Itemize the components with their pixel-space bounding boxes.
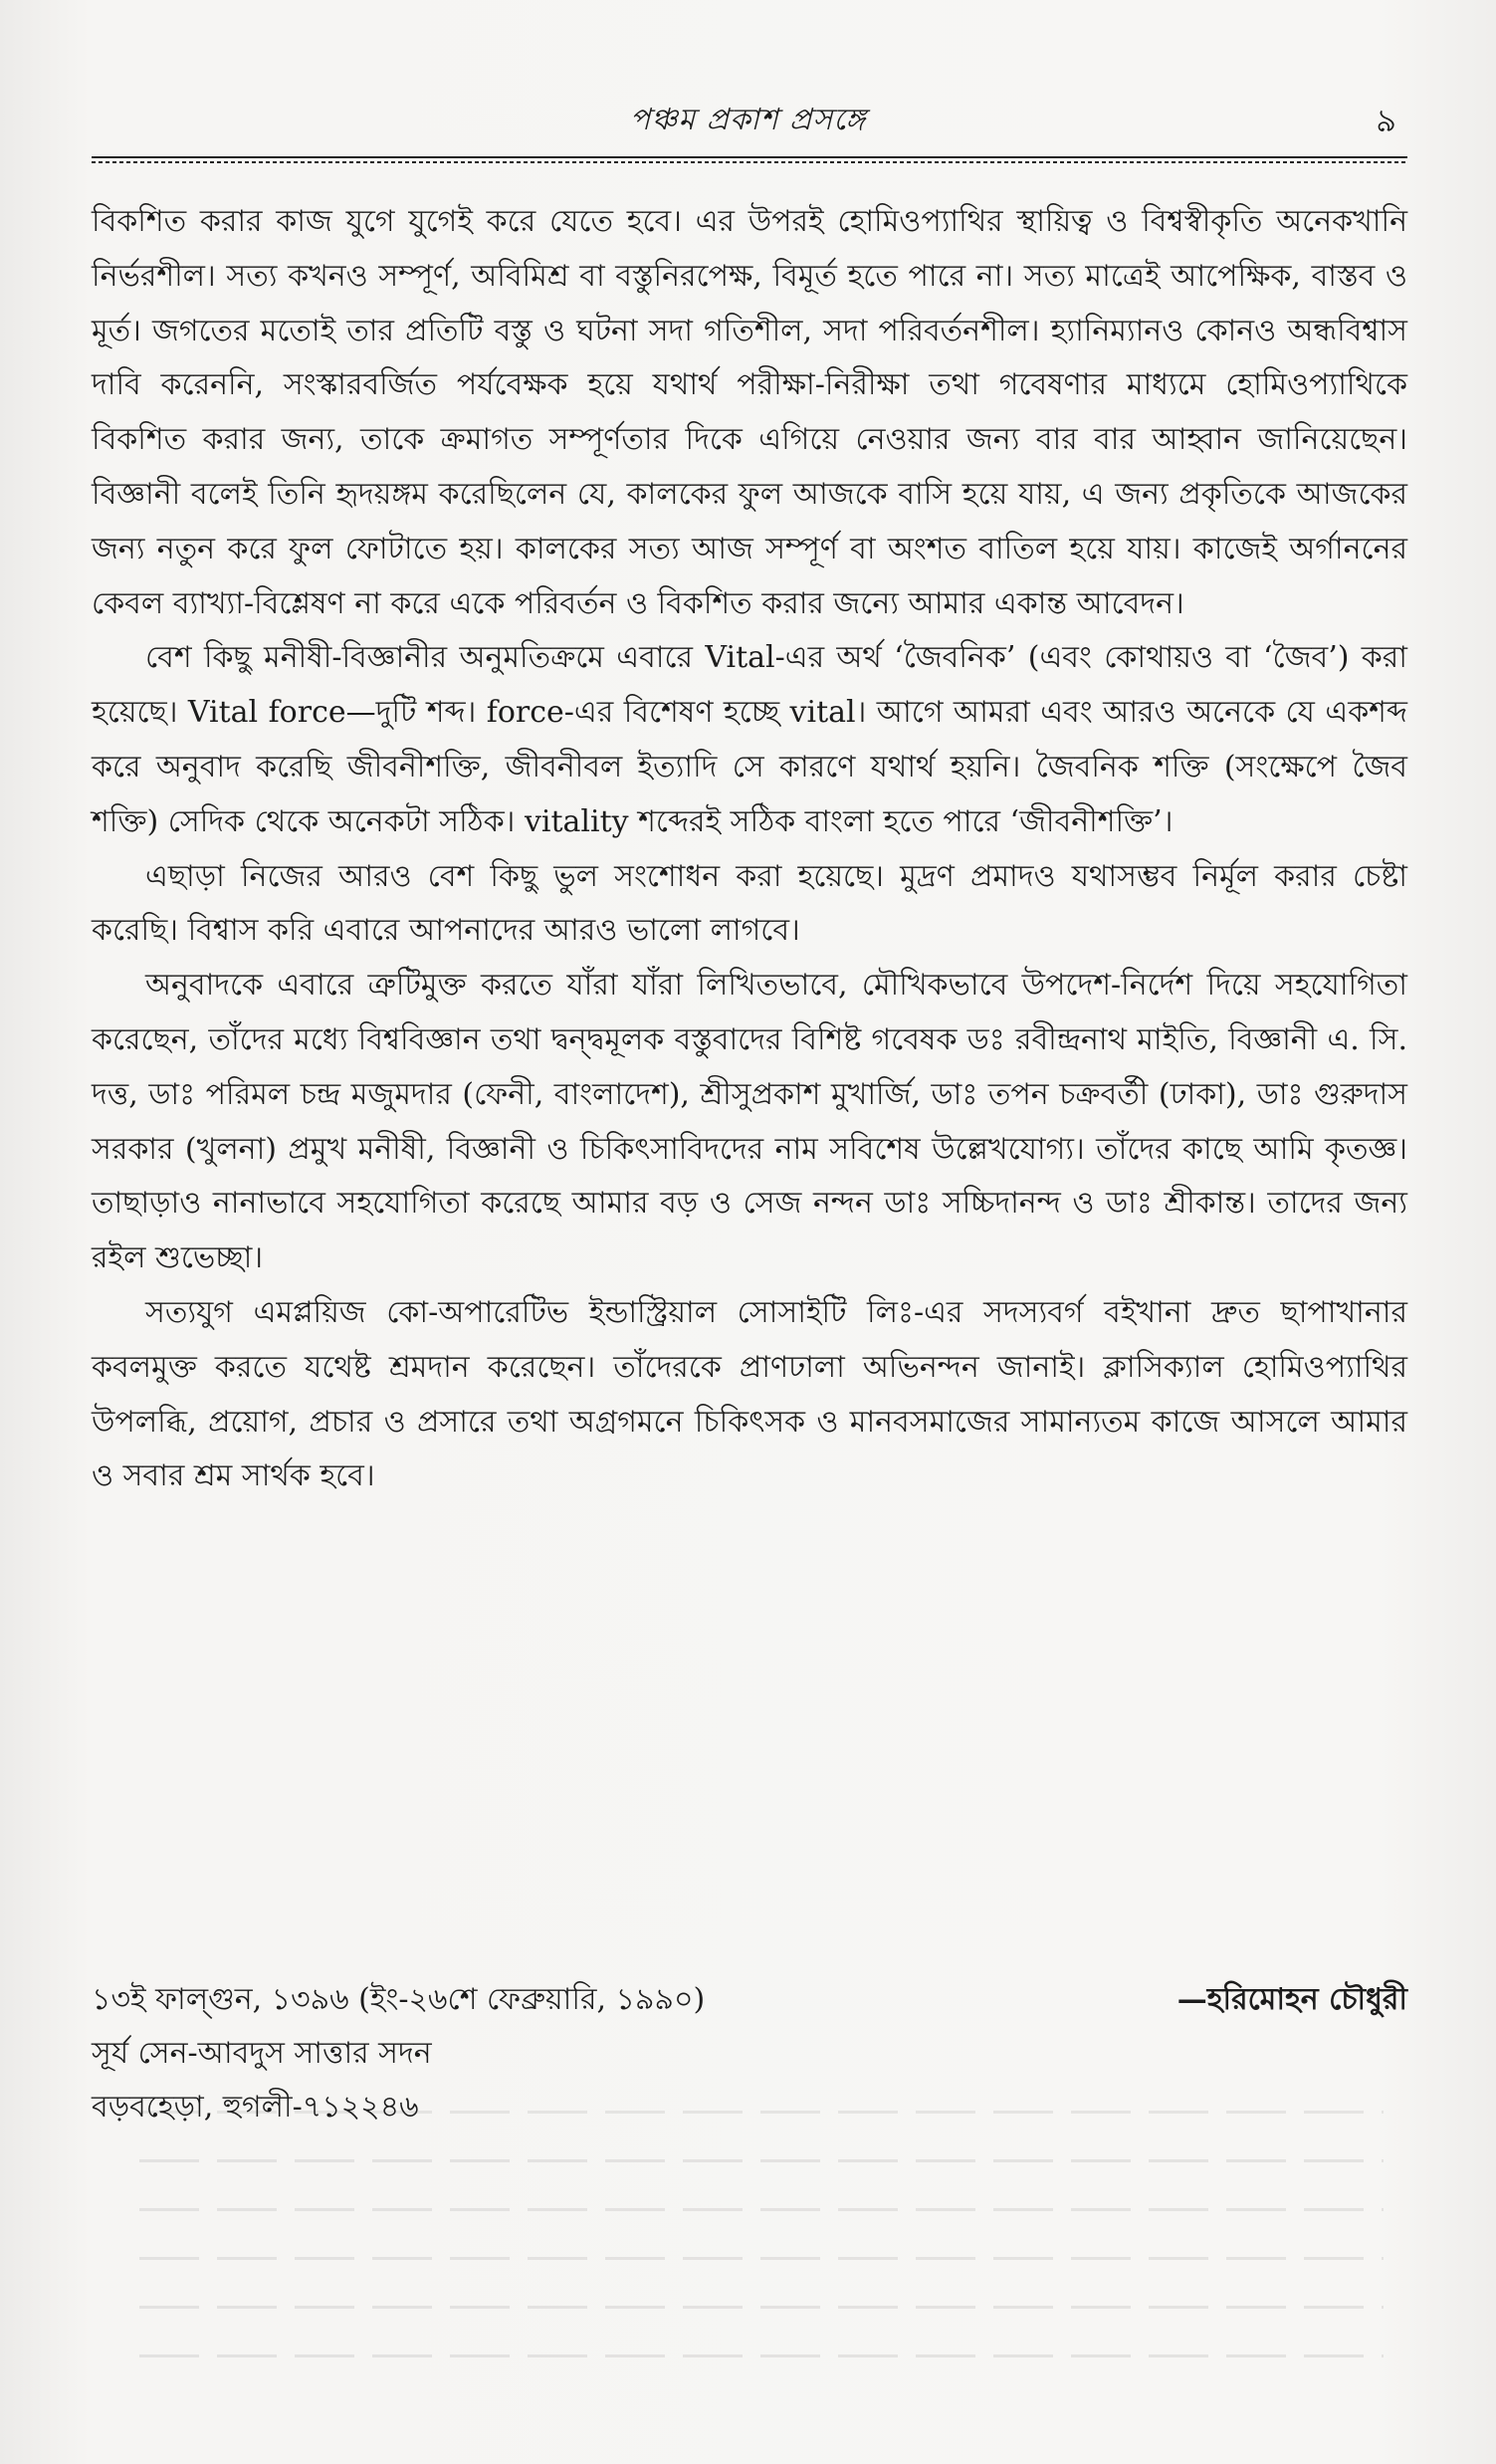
paragraph: অনুবাদকে এবারে ত্রুটিমুক্ত করতে যাঁরা যাঁরা লিখিতভাবে, মৌখিকভাবে উপদেশ-নির্দেশ দিয়ে সহযোগিতা করেছেন, তাঁদের মধ্যে বিশ্ববিজ্ঞান তথা দ্বন্দ্বমূলক বস্তুবাদের বিশিষ্ট গবেষক ডঃ রবীন্দ্রনাথ মাইতি, বিজ্ঞানী এ. সি. দত্ত, ডাঃ পরিমল চন্দ্র মজুমদার (ফেনী, বাংলাদেশ), শ্রীসুপ্রকাশ মুখার্জি, ডাঃ তপন চক্রবর্তী (ঢাকা), ডাঃ গুরুদাস সরকার (খুলনা) প্রমুখ মনীষী, বিজ্ঞানী ও চিকিৎসাবিদদের নাম সবিশেষ উল্লেখযোগ্য। তাঁদের কাছে আমি কৃতজ্ঞ। তাছাড়াও নানাভাবে সহযোগিতা করেছে আমার বড় ও সেজ নন্দন ডাঃ সচ্চিদানন্দ ও ডাঃ শ্রীকান্ত। তাদের জন্য রইল শুভেচ্ছা। [92, 968, 1407, 1276]
header-rule [92, 155, 1407, 165]
paragraph: বেশ কিছু মনীষী-বিজ্ঞানীর অনুমতিক্রমে এবারে Vital-এর অর্থ ‘জৈবনিক’ (এবং কোথায়ও বা ‘জৈব’) করা হয়েছে। Vital force—দুটি শব্দ। force-এর বিশেষণ হচ্ছে vital। আগে আমরা এবং আরও অনেকে যে একশব্দ করে অনুবাদ করেছি জীবনীশক্তি, জীবনীবল ইত্যাদি সে কারণে যথার্থ হয়নি। জৈবনিক শক্তি (সংক্ষেপে জৈব শক্তি) সেদিক থেকে অনেকটা সঠিক। vitality শব্দেরই সঠিক বাংলা হতে পারে ‘জীবনীশক্তি’। [92, 640, 1407, 839]
address-line: সূর্য সেন-আবদুস সাত্তার সদন [92, 2036, 432, 2071]
body-text [92, 195, 1407, 1504]
paragraph: এছাড়া নিজের আরও বেশ কিছু ভুল সংশোধন করা হয়েছে। মুদ্রণ প্রমাদও যথাসম্ভব নির্মূল করার চেষ্টা করেছি। বিশ্বাস করি এবারে আপনাদের আরও ভালো লাগবে। [92, 858, 1407, 949]
signature-date: ১৩ই ফাল্গুন, ১৩৯৬ (ইং-২৬শে ফেব্রুয়ারি, ১৯৯০) [92, 1982, 706, 2017]
paragraph: সত্যযুগ এমপ্লয়িজ কো-অপারেটিভ ইন্ডাস্ট্রিয়াল সোসাইটি লিঃ-এর সদস্যবর্গ বইখানা দ্রুত ছাপাখানার কবলমুক্ত করতে যথেষ্ট শ্রমদান করেছেন। তাঁদেরকে প্রাণঢালা অভিনন্দন জানাই। ক্লাসিক্যাল হোমিওপ্যাথির উপলব্ধি, প্রয়োগ, প্রচার ও প্রসারে তথা অগ্রগমনে চিকিৎসক ও মানবসমাজের সামান্যতম কাজে আসলে আমার ও সবার শ্রম সার্থক হবে। [92, 1294, 1407, 1494]
paragraph: বিকশিত করার কাজ যুগে যুগেই করে যেতে হবে। এর উপরই হোমিওপ্যাথির স্থায়িত্ব ও বিশ্বস্বীকৃতি অনেকখানি নির্ভরশীল। সত্য কখনও সম্পূর্ণ, অবিমিশ্র বা বস্তুনিরপেক্ষ, বিমূর্ত হতে পারে না। সত্য মাত্রেই আপেক্ষিক, বাস্তব ও মূর্ত। জগতের মতোই তার প্রতিটি বস্তু ও ঘটনা সদা গতিশীল, সদা পরিবর্তনশীল। হ্যানিম্যানও কোনও অন্ধবিশ্বাস দাবি করেননি, সংস্কারবর্জিত পর্যবেক্ষক হয়ে যথার্থ পরীক্ষা-নিরীক্ষা তথা গবেষণার মাধ্যমে হোমিওপ্যাথিকে বিকশিত করার জন্য, তাকে ক্রমাগত সম্পূর্ণতার দিকে এগিয়ে নেওয়ার জন্য বার বার আহ্বান জানিয়েছেন। বিজ্ঞানী বলেই তিনি হৃদয়ঙ্গম করেছিলেন যে, কালকের ফুল আজকে বাসি হয়ে যায়, এ জন্য প্রকৃতিকে আজকের জন্য নতুন করে ফুল ফোটাতে হয়। কালকের সত্য আজ সম্পূর্ণ বা অংশত বাতিল হয়ে যায়। কাজেই অর্গাননের কেবল ব্যাখ্যা-বিশ্লেষণ না করে একে পরিবর্তন ও বিকশিত করার জন্যে আমার একান্ত আবেদন। [92, 204, 1407, 621]
signature-block [92, 1973, 1407, 2134]
show-through-texture [139, 2111, 1384, 2409]
address-line: বড়বহেড়া, হুগলী-৭১২২৪৬ [92, 2090, 419, 2125]
running-title: পঞ্চম প্রকাশ প্রসঙ্গে [629, 103, 867, 137]
signature-row [92, 1973, 1407, 2027]
signature-author: —হরিমোহন চৌধুরী [1176, 1982, 1407, 2017]
page-number: ৯ [1376, 102, 1396, 139]
running-header [0, 96, 1496, 145]
